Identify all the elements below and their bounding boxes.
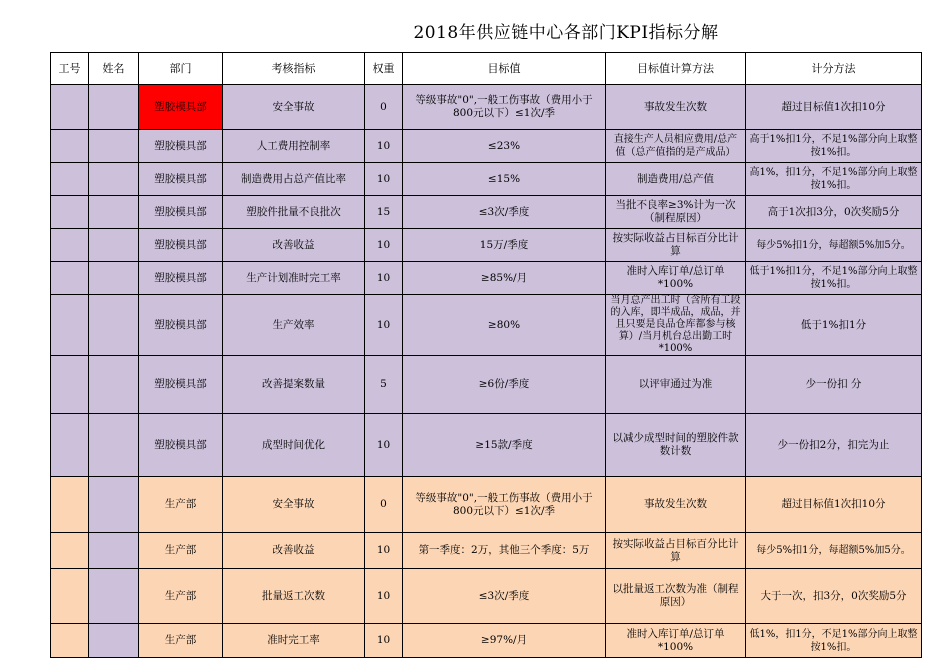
target-cell[interactable]: ≥6份/季度 [403,356,606,414]
employee-name-cell[interactable] [89,262,139,295]
employee-id-cell[interactable] [51,533,89,569]
target-cell[interactable]: ≤3次/季度 [403,569,606,624]
scoring-cell[interactable]: 每少5%扣1分，每超额5%加5分。 [746,533,922,569]
kpi-cell[interactable]: 人工费用控制率 [223,130,365,163]
dept-cell[interactable]: 生产部 [139,624,223,658]
weight-cell[interactable]: 10 [365,414,403,477]
table-row [51,262,922,295]
kpi-cell[interactable]: 制造费用占总产值比率 [223,163,365,196]
employee-id-cell[interactable] [51,163,89,196]
employee-name-cell[interactable] [89,85,139,130]
employee-name-cell[interactable] [89,163,139,196]
dept-cell[interactable]: 塑胶模具部 [139,229,223,262]
table-row [51,477,922,533]
scoring-cell[interactable]: 少一份扣 分 [746,356,922,414]
kpi-cell[interactable]: 批量返工次数 [223,569,365,624]
scoring-cell[interactable]: 大于一次，扣3分，0次奖励5分 [746,569,922,624]
employee-id-cell[interactable] [51,196,89,229]
weight-cell[interactable]: 10 [365,229,403,262]
kpi-cell[interactable]: 安全事故 [223,85,365,130]
target-cell[interactable]: ≥85%/月 [403,262,606,295]
weight-cell[interactable]: 10 [365,262,403,295]
method-cell[interactable]: 按实际收益占目标百分比计算 [606,229,746,262]
kpi-cell[interactable]: 改善收益 [223,533,365,569]
header-cell[interactable]: 目标值计算方法 [606,53,746,85]
dept-cell[interactable]: 塑胶模具部 [139,130,223,163]
employee-name-cell[interactable] [89,196,139,229]
dept-cell[interactable]: 生产部 [139,569,223,624]
dept-cell[interactable]: 塑胶模具部 [139,196,223,229]
dept-cell[interactable]: 塑胶模具部 [139,163,223,196]
method-cell[interactable]: 当月总产出工时（含所有工段的入库，即半成品，成品，并且只要是良品仓库都参与核算）/当月机台总出勤工时*100% [606,295,746,356]
table-row [51,196,922,229]
target-cell[interactable]: 等级事故"0",一般工伤事故（费用小于800元以下）≤1次/季 [403,477,606,533]
table-row [51,85,922,130]
employee-id-cell[interactable] [51,229,89,262]
method-cell[interactable]: 事故发生次数 [606,477,746,533]
kpi-cell[interactable]: 塑胶件批量不良批次 [223,196,365,229]
scoring-cell[interactable]: 超过目标值1次扣10分 [746,85,922,130]
method-cell[interactable]: 准时入库订单/总订单*100% [606,624,746,658]
target-cell[interactable]: ≤15% [403,163,606,196]
method-cell[interactable]: 按实际收益占目标百分比计算 [606,533,746,569]
method-cell[interactable]: 直接生产人员相应费用/总产值（总产值指的是产成品） [606,130,746,163]
weight-cell[interactable]: 10 [365,163,403,196]
employee-name-cell[interactable] [89,569,139,624]
weight-cell[interactable]: 10 [365,130,403,163]
dept-cell[interactable]: 生产部 [139,477,223,533]
scoring-cell[interactable]: 低于1%扣1分，不足1%部分向上取整按1%扣。 [746,262,922,295]
table-row [51,163,922,196]
dept-cell[interactable]: 塑胶模具部 [139,414,223,477]
employee-name-cell[interactable] [89,229,139,262]
header-cell[interactable]: 目标值 [403,53,606,85]
target-cell[interactable]: ≥15款/季度 [403,414,606,477]
kpi-cell[interactable]: 改善提案数量 [223,356,365,414]
scoring-cell[interactable]: 每少5%扣1分，每超额5%加5分。 [746,229,922,262]
header-cell[interactable]: 部门 [139,53,223,85]
header-cell[interactable]: 考核指标 [223,53,365,85]
sheet-title: 2018年供应链中心各部门KPI指标分解 [413,23,719,43]
kpi-cell[interactable]: 成型时间优化 [223,414,365,477]
employee-id-cell[interactable] [51,295,89,356]
target-cell[interactable]: 第一季度：2万，其他三个季度：5万 [403,533,606,569]
target-cell[interactable]: ≤3次/季度 [403,196,606,229]
scoring-cell[interactable]: 低于1%扣1分 [746,295,922,356]
method-cell[interactable]: 以评审通过为准 [606,356,746,414]
scoring-cell[interactable]: 少一份扣2分，扣完为止 [746,414,922,477]
table-row [51,414,922,477]
kpi-cell[interactable]: 生产计划准时完工率 [223,262,365,295]
header-row [51,53,922,85]
scoring-cell[interactable]: 低1%，扣1分，不足1%部分向上取整按1%扣。 [746,624,922,658]
target-cell[interactable]: 15万/季度 [403,229,606,262]
dept-cell[interactable]: 生产部 [139,533,223,569]
weight-cell[interactable]: 0 [365,477,403,533]
weight-cell[interactable]: 5 [365,356,403,414]
dept-cell[interactable]: 塑胶模具部 [139,262,223,295]
method-cell[interactable]: 以减少成型时间的塑胶件款数计数 [606,414,746,477]
kpi-table [50,52,922,658]
employee-name-cell[interactable] [89,295,139,356]
scoring-cell[interactable]: 高于1次扣3分，0次奖励5分 [746,196,922,229]
header-cell[interactable]: 工号 [51,53,89,85]
employee-name-cell[interactable] [89,477,139,533]
dept-cell[interactable]: 塑胶模具部 [139,85,223,130]
scoring-cell[interactable]: 高于1%扣1分，不足1%部分向上取整按1%扣。 [746,130,922,163]
employee-id-cell[interactable] [51,414,89,477]
employee-name-cell[interactable] [89,356,139,414]
table-row [51,130,922,163]
employee-id-cell[interactable] [51,569,89,624]
table-row [51,229,922,262]
target-cell[interactable]: ≥97%/月 [403,624,606,658]
employee-id-cell[interactable] [51,85,89,130]
header-cell[interactable]: 权重 [365,53,403,85]
method-cell[interactable]: 事故发生次数 [606,85,746,130]
employee-id-cell[interactable] [51,477,89,533]
table-row [51,295,922,356]
target-cell[interactable]: ≤23% [403,130,606,163]
dept-cell[interactable]: 塑胶模具部 [139,356,223,414]
employee-name-cell[interactable] [89,533,139,569]
weight-cell[interactable]: 10 [365,295,403,356]
kpi-cell[interactable]: 生产效率 [223,295,365,356]
table-row [51,624,922,658]
employee-id-cell[interactable] [51,624,89,658]
target-cell[interactable]: ≥80% [403,295,606,356]
kpi-cell[interactable]: 准时完工率 [223,624,365,658]
employee-id-cell[interactable] [51,262,89,295]
method-cell[interactable]: 准时入库订单/总订单*100% [606,262,746,295]
method-cell[interactable]: 制造费用/总产值 [606,163,746,196]
weight-cell[interactable]: 0 [365,85,403,130]
employee-name-cell[interactable] [89,624,139,658]
method-cell[interactable]: 以批量返工次数为准（制程原因） [606,569,746,624]
employee-name-cell[interactable] [89,130,139,163]
weight-cell[interactable]: 10 [365,533,403,569]
employee-id-cell[interactable] [51,356,89,414]
table-row [51,533,922,569]
weight-cell[interactable]: 10 [365,624,403,658]
method-cell[interactable]: 当批不良率≥3%计为一次（制程原因） [606,196,746,229]
scoring-cell[interactable]: 高1%，扣1分，不足1%部分向上取整按1%扣。 [746,163,922,196]
target-cell[interactable]: 等级事故"0",一般工伤事故（费用小于800元以下）≤1次/季 [403,85,606,130]
kpi-cell[interactable]: 改善收益 [223,229,365,262]
header-cell[interactable]: 计分方法 [746,53,922,85]
header-cell[interactable]: 姓名 [89,53,139,85]
employee-name-cell[interactable] [89,414,139,477]
employee-id-cell[interactable] [51,130,89,163]
kpi-cell[interactable]: 安全事故 [223,477,365,533]
weight-cell[interactable]: 10 [365,569,403,624]
table-row [51,569,922,624]
dept-cell[interactable]: 塑胶模具部 [139,295,223,356]
scoring-cell[interactable]: 超过目标值1次扣10分 [746,477,922,533]
weight-cell[interactable]: 15 [365,196,403,229]
table-row [51,356,922,414]
